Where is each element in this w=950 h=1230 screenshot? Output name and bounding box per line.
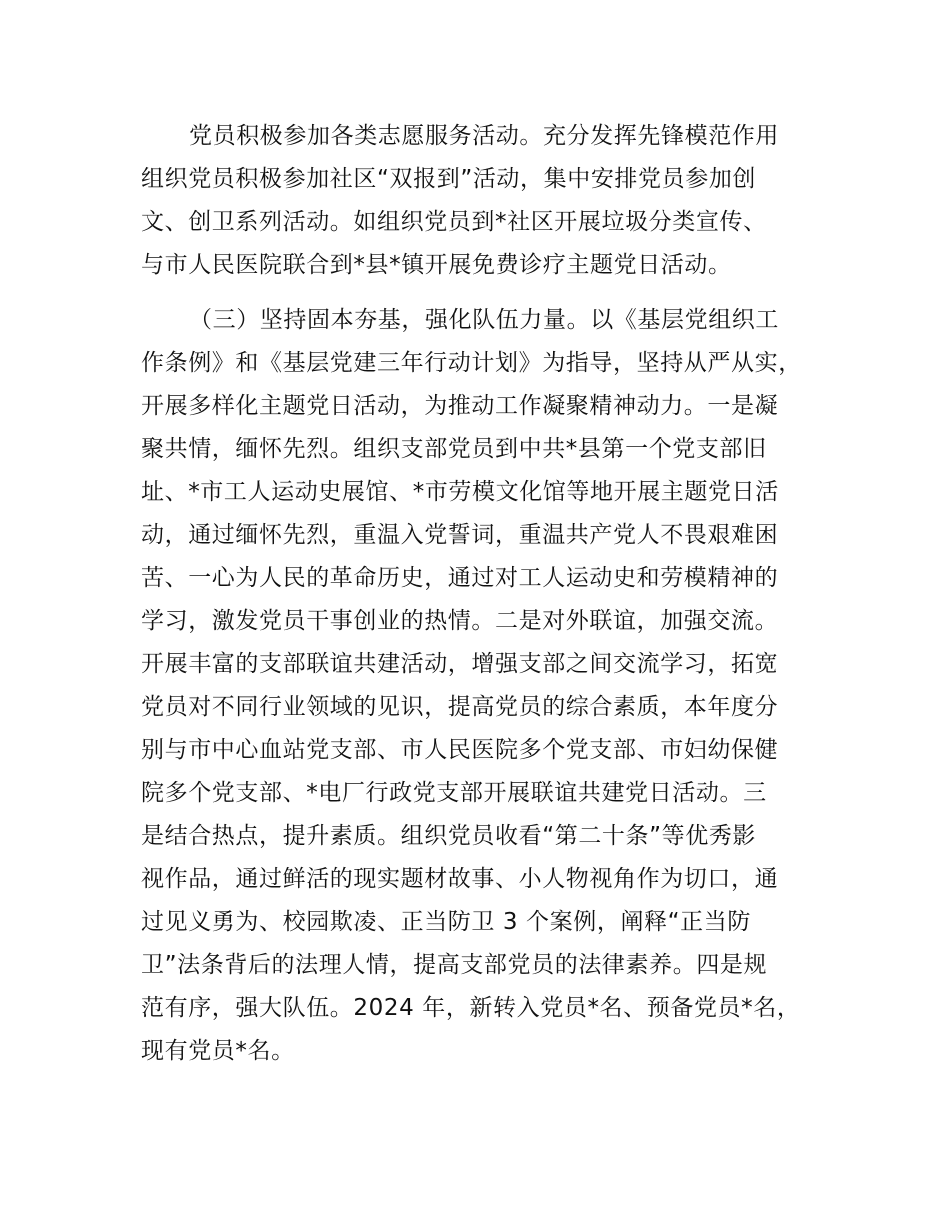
paragraph-line: 组织党员积极参加社区“双报到”活动，集中安排党员参加创 (141, 166, 757, 192)
paragraph-line: 动，通过缅怀先烈，重温入党誓词，重温共产党人不畏艰难困 (141, 522, 779, 548)
paragraph-line: 学习，激发党员干事创业的热情。二是对外联谊，加强交流。 (141, 608, 779, 634)
paragraph-line: 范有序，强大队伍。2024 年，新转入党员*名、预备党员*名， (141, 995, 801, 1021)
paragraph-line: 开展多样化主题党日活动，为推动工作凝聚精神动力。一是凝 (141, 393, 779, 419)
paragraph-line: 是结合热点，提升素质。组织党员收看“第二十条”等优秀影 (141, 823, 757, 849)
paragraph-line: 别与市中心血站党支部、市人民医院多个党支部、市妇幼保健 (141, 737, 779, 763)
paragraph-line: （三）坚持固本夯基，强化队伍力量。以《基层党组织工 (189, 307, 779, 333)
paragraph-line: 卫”法条背后的法理人情，提高支部党员的法律素养。四是规 (141, 952, 768, 978)
paragraph-line: 视作品，通过鲜活的现实题材故事、小人物视角作为切口，通 (141, 866, 779, 892)
paragraph-line: 现有党员*名。 (141, 1038, 295, 1064)
paragraph-line: 党员对不同行业领域的见识，提高党员的综合素质，本年度分 (141, 694, 779, 720)
paragraph-line: 作条例》和《基层党建三年行动计划》为指导，坚持从严从实， (141, 350, 802, 376)
paragraph-line: 苦、一心为人民的革命历史，通过对工人运动史和劳模精神的 (141, 565, 779, 591)
paragraph-line: 院多个党支部、*电厂行政党支部开展联谊共建党日活动。三 (141, 780, 767, 806)
paragraph-line: 党员积极参加各类志愿服务活动。充分发挥先锋模范作用 (189, 123, 779, 149)
paragraph-line: 址、*市工人运动史展馆、*市劳模文化馆等地开展主题党日活 (141, 479, 779, 505)
paragraph-line: 过见义勇为、校园欺凌、正当防卫 3 个案例，阐释“正当防 (141, 909, 751, 935)
paragraph-line: 聚共情，缅怀先烈。组织支部党员到中共*县第一个党支部旧 (141, 436, 767, 462)
paragraph-line: 开展丰富的支部联谊共建活动，增强支部之间交流学习，拓宽 (141, 651, 779, 677)
paragraph-team-building (141, 299, 841, 1073)
paragraph-volunteer-service (141, 115, 841, 287)
paragraph-line: 与市人民医院联合到*县*镇开展免费诊疗主题党日活动。 (141, 252, 732, 278)
paragraph-line: 文、创卫系列活动。如组织党员到*社区开展垃圾分类宣传、 (141, 209, 767, 235)
